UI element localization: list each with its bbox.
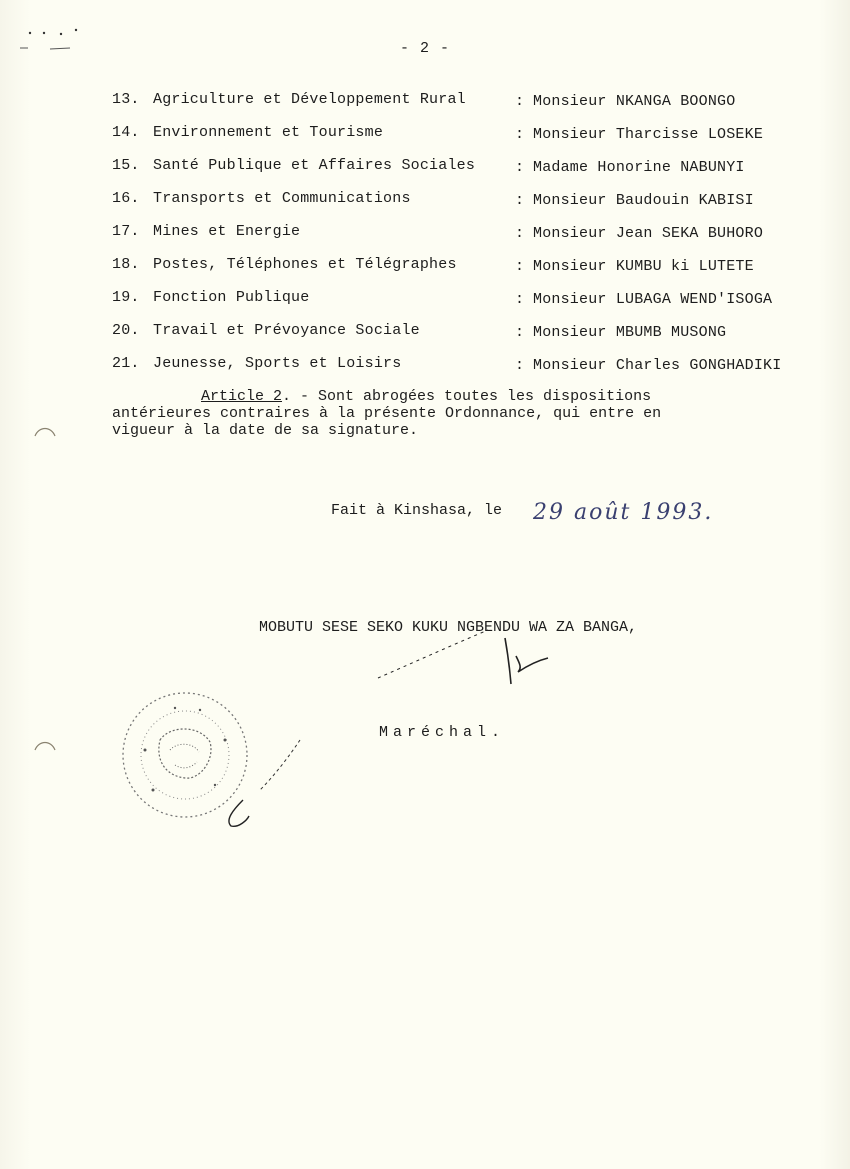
ministry-name: Environnement et Tourisme — [153, 124, 384, 141]
article-line-1-text: . - Sont abrogées toutes les dispositions — [282, 388, 652, 405]
page-number: - 2 - — [399, 40, 450, 57]
minister-name: Monsieur Baudouin KABISI — [533, 192, 754, 209]
ministry-name: Santé Publique et Affaires Sociales — [153, 157, 476, 174]
ministry-name: Fonction Publique — [153, 289, 310, 306]
handwritten-date: 29 août 1993. — [533, 500, 714, 525]
ministry-row-18 — [112, 251, 812, 284]
ministry-name: Agriculture et Développement Rural — [153, 91, 466, 108]
minister-name: Madame Honorine NABUNYI — [533, 159, 745, 176]
article-line-1 — [112, 388, 752, 405]
minister-name: Monsieur Charles GONGHADIKI — [533, 357, 782, 374]
handwritten-signature — [370, 620, 570, 710]
ministry-name: Travail et Prévoyance Sociale — [153, 322, 420, 339]
article-line-3: vigueur à la date de sa signature. — [112, 422, 419, 439]
separator: : — [515, 324, 525, 341]
article-title: Article 2 — [201, 388, 283, 405]
separator: : — [515, 357, 525, 374]
punch-hole-mark — [33, 738, 57, 752]
punch-hole-mark — [33, 424, 57, 438]
ministry-name: Transports et Communications — [153, 190, 411, 207]
place-of-signing: Fait à Kinshasa, le — [331, 502, 503, 519]
ministry-row-14 — [112, 119, 812, 152]
ministry-row-19 — [112, 284, 812, 317]
separator: : — [515, 225, 525, 242]
ministry-list — [112, 86, 812, 383]
separator: : — [515, 159, 525, 176]
article-2 — [112, 388, 752, 439]
signatory-name: MOBUTU SESE SEKO KUKU NGBENDU WA ZA BANGA, — [259, 619, 638, 636]
item-number: 17. — [112, 223, 140, 240]
item-number: 16. — [112, 190, 140, 207]
ministry-name: Jeunesse, Sports et Loisirs — [153, 355, 402, 372]
ministry-name: Mines et Energie — [153, 223, 301, 240]
ministry-row-13 — [112, 86, 812, 119]
ministry-name: Postes, Téléphones et Télégraphes — [153, 256, 457, 273]
ministry-row-21 — [112, 350, 812, 383]
separator: : — [515, 126, 525, 143]
minister-name: Monsieur LUBAGA WEND'ISOGA — [533, 291, 773, 308]
ministry-row-16 — [112, 185, 812, 218]
signatory-rank: Maréchal. — [379, 724, 506, 741]
item-number: 20. — [112, 322, 140, 339]
item-number: 18. — [112, 256, 140, 273]
article-line-2: antérieures contraires à la présente Ordonnance, qui entre en — [112, 405, 662, 422]
ministry-row-17 — [112, 218, 812, 251]
item-number: 14. — [112, 124, 140, 141]
minister-name: Monsieur NKANGA BOONGO — [533, 93, 736, 110]
minister-name: Monsieur KUMBU ki LUTETE — [533, 258, 754, 275]
minister-name: Monsieur Jean SEKA BUHORO — [533, 225, 764, 242]
official-seal-stamp — [115, 680, 315, 840]
minister-name: Monsieur MBUMB MUSONG — [533, 324, 727, 341]
item-number: 21. — [112, 355, 140, 372]
item-number: 19. — [112, 289, 140, 306]
ministry-row-15 — [112, 152, 812, 185]
separator: : — [515, 93, 525, 110]
separator: : — [515, 258, 525, 275]
separator: : — [515, 291, 525, 308]
separator: : — [515, 192, 525, 209]
item-number: 13. — [112, 91, 140, 108]
minister-name: Monsieur Tharcisse LOSEKE — [533, 126, 764, 143]
ministry-row-20 — [112, 317, 812, 350]
item-number: 15. — [112, 157, 140, 174]
